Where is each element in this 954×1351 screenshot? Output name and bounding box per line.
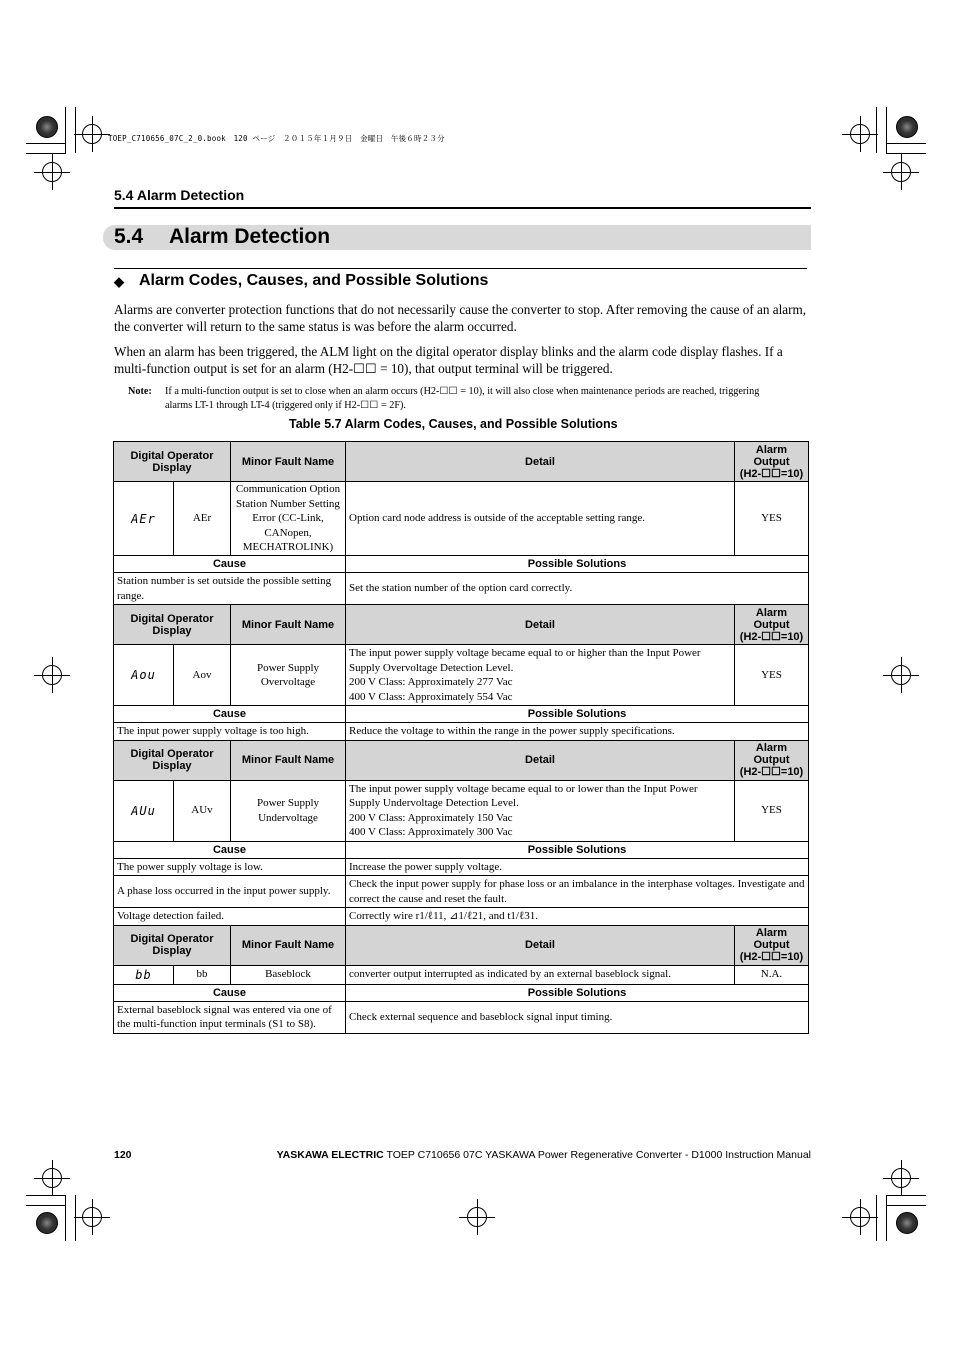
alarm-output: YES: [735, 482, 809, 556]
header-display: Digital Operator Display: [114, 740, 231, 780]
table-header-row: [114, 442, 809, 482]
header-name: Minor Fault Name: [231, 740, 346, 780]
solution-text: Reduce the voltage to within the range in the power supply specifications.: [346, 723, 809, 741]
note-text: If a multi-function output is set to close when an alarm occurs (H2-☐☐ = 10), it will also close when maintenance periods are reached, triggering alarms LT-1 through LT-4 (triggered only if H2-☐☐ = 2F).: [165, 386, 760, 411]
solutions-header: Possible Solutions: [346, 841, 809, 858]
registration-mark-icon: [42, 665, 62, 685]
cause-row: [114, 573, 809, 605]
header-alarm-output: Alarm Output (H2-☐☐=10): [735, 740, 809, 780]
cause-header: Cause: [114, 841, 346, 858]
detail: The input power supply voltage became equal to or lower than the Input Power Supply Undervoltage Detection Level. 200 V Class: Approximately 150 Vac 400 V Class: Approximately 300 Vac: [346, 780, 735, 841]
cause-text: Voltage detection failed.: [114, 908, 346, 926]
table-header-row: [114, 605, 809, 645]
table-header-row: [114, 925, 809, 965]
operator-display-glyph: AUu: [114, 780, 174, 841]
header-detail: Detail: [346, 605, 735, 645]
detail: The input power supply voltage became equal to or higher than the Input Power Supply Overvoltage Detection Level. 200 V Class: Approximately 277 Vac 400 V Class: Approximately 554 Vac: [346, 645, 735, 706]
header-display: Digital Operator Display: [114, 442, 231, 482]
alarm-output: YES: [735, 645, 809, 706]
registration-mark-icon: [42, 1168, 62, 1188]
alarm-table: [113, 441, 809, 1034]
table-caption: Table 5.7 Alarm Codes, Causes, and Possible Solutions: [289, 417, 618, 431]
cause-text: Station number is set outside the possible setting range.: [114, 573, 346, 605]
registration-mark-icon: [850, 1207, 870, 1227]
subsection-title: Alarm Codes, Causes, and Possible Solutions: [139, 272, 489, 289]
registration-mark-icon: [467, 1207, 487, 1227]
registration-disc-icon: [896, 1212, 918, 1234]
cause-header: Cause: [114, 984, 346, 1001]
solution-text: Check the input power supply for phase loss or an imbalance in the interphase voltages. Investigate and correct the cause and reset the fault.: [346, 876, 809, 908]
cause-header-row: [114, 984, 809, 1001]
alarm-output: N.A.: [735, 965, 809, 984]
operator-display-glyph: Aou: [114, 645, 174, 706]
print-header: TOEP_C710656_07C_2_0.book 120 ページ ２０１５年１月９日 金曜日 午後６時２３分: [108, 134, 445, 143]
solutions-header: Possible Solutions: [346, 706, 809, 723]
fault-name: Power Supply Undervoltage: [231, 780, 346, 841]
cause-row: [114, 723, 809, 741]
solutions-header: Possible Solutions: [346, 984, 809, 1001]
alarm-code: AUv: [174, 780, 231, 841]
header-name: Minor Fault Name: [231, 605, 346, 645]
cause-text: A phase loss occurred in the input power supply.: [114, 876, 346, 908]
solutions-header: Possible Solutions: [346, 556, 809, 573]
registration-mark-icon: [82, 124, 102, 144]
table-row: [114, 645, 809, 706]
header-name: Minor Fault Name: [231, 442, 346, 482]
cause-header-row: [114, 556, 809, 573]
cause-header: Cause: [114, 556, 346, 573]
detail: Option card node address is outside of the acceptable setting range.: [346, 482, 735, 556]
footer-doc: TOEP C710656 07C YASKAWA Power Regenerative Converter - D1000 Instruction Manual: [383, 1149, 811, 1161]
header-display: Digital Operator Display: [114, 925, 231, 965]
footer-doc-title: [277, 1149, 811, 1161]
header-detail: Detail: [346, 925, 735, 965]
detail: converter output interrupted as indicated by an external baseblock signal.: [346, 965, 735, 984]
cause-header: Cause: [114, 706, 346, 723]
registration-disc-icon: [896, 116, 918, 138]
alarm-code: Aov: [174, 645, 231, 706]
diamond-bullet-icon: ◆: [114, 274, 124, 289]
cause-header-row: [114, 841, 809, 858]
cause-row: [114, 858, 809, 876]
solution-text: Set the station number of the option card correctly.: [346, 573, 809, 605]
solution-text: Check external sequence and baseblock signal input timing.: [346, 1001, 809, 1033]
registration-mark-icon: [891, 1168, 911, 1188]
header-alarm-output: Alarm Output (H2-☐☐=10): [735, 925, 809, 965]
table-header-row: [114, 740, 809, 780]
cause-row: [114, 1001, 809, 1033]
header-detail: Detail: [346, 442, 735, 482]
registration-mark-icon: [850, 124, 870, 144]
paragraph: Alarms are converter protection functions that do not necessarily cause the converter to stop. After removing the cause of an alarm, the converter will return to the same status is was before the alarm occurred.: [114, 302, 807, 334]
paragraph: When an alarm has been triggered, the ALM light on the digital operator display blinks and the alarm code display flashes. If a multi-function output is set for an alarm (H2-☐☐ = 10), that output terminal will be triggered.: [114, 344, 783, 376]
table-row: [114, 482, 809, 556]
operator-display-glyph: bb: [114, 965, 174, 984]
cause-row: [114, 876, 809, 908]
header-alarm-output: Alarm Output (H2-☐☐=10): [735, 442, 809, 482]
cause-text: External baseblock signal was entered via one of the multi-function input terminals (S1 to S8).: [114, 1001, 346, 1033]
cause-text: The power supply voltage is low.: [114, 858, 346, 876]
registration-mark-icon: [42, 162, 62, 182]
header-alarm-output: Alarm Output (H2-☐☐=10): [735, 605, 809, 645]
header-detail: Detail: [346, 740, 735, 780]
registration-disc-icon: [36, 1212, 58, 1234]
subsection-rule: [114, 268, 807, 269]
solution-text: Increase the power supply voltage.: [346, 858, 809, 876]
section-title: Alarm Detection: [169, 225, 331, 248]
alarm-code: bb: [174, 965, 231, 984]
solution-text: Correctly wire r1/ℓ11, ⊿1/ℓ21, and t1/ℓ31.: [346, 908, 809, 926]
table-row: [114, 965, 809, 984]
page-number: 120: [114, 1149, 132, 1161]
alarm-code: AEr: [174, 482, 231, 556]
fault-name: Power Supply Overvoltage: [231, 645, 346, 706]
header-display: Digital Operator Display: [114, 605, 231, 645]
note-label: Note:: [128, 386, 152, 397]
cause-text: The input power supply voltage is too high.: [114, 723, 346, 741]
alarm-output: YES: [735, 780, 809, 841]
cause-row: [114, 908, 809, 926]
running-head: 5.4 Alarm Detection: [114, 187, 245, 203]
table-row: [114, 780, 809, 841]
header-name: Minor Fault Name: [231, 925, 346, 965]
section-number: 5.4: [114, 225, 144, 248]
registration-disc-icon: [36, 116, 58, 138]
footer-brand: YASKAWA ELECTRIC: [276, 1149, 384, 1161]
running-head-rule: [114, 207, 811, 209]
cause-header-row: [114, 706, 809, 723]
registration-mark-icon: [82, 1207, 102, 1227]
registration-mark-icon: [891, 665, 911, 685]
fault-name: Baseblock: [231, 965, 346, 984]
operator-display-glyph: AEr: [114, 482, 174, 556]
fault-name: Communication Option Station Number Setting Error (CC-Link, CANopen, MECHATROLINK): [231, 482, 346, 556]
registration-mark-icon: [891, 162, 911, 182]
